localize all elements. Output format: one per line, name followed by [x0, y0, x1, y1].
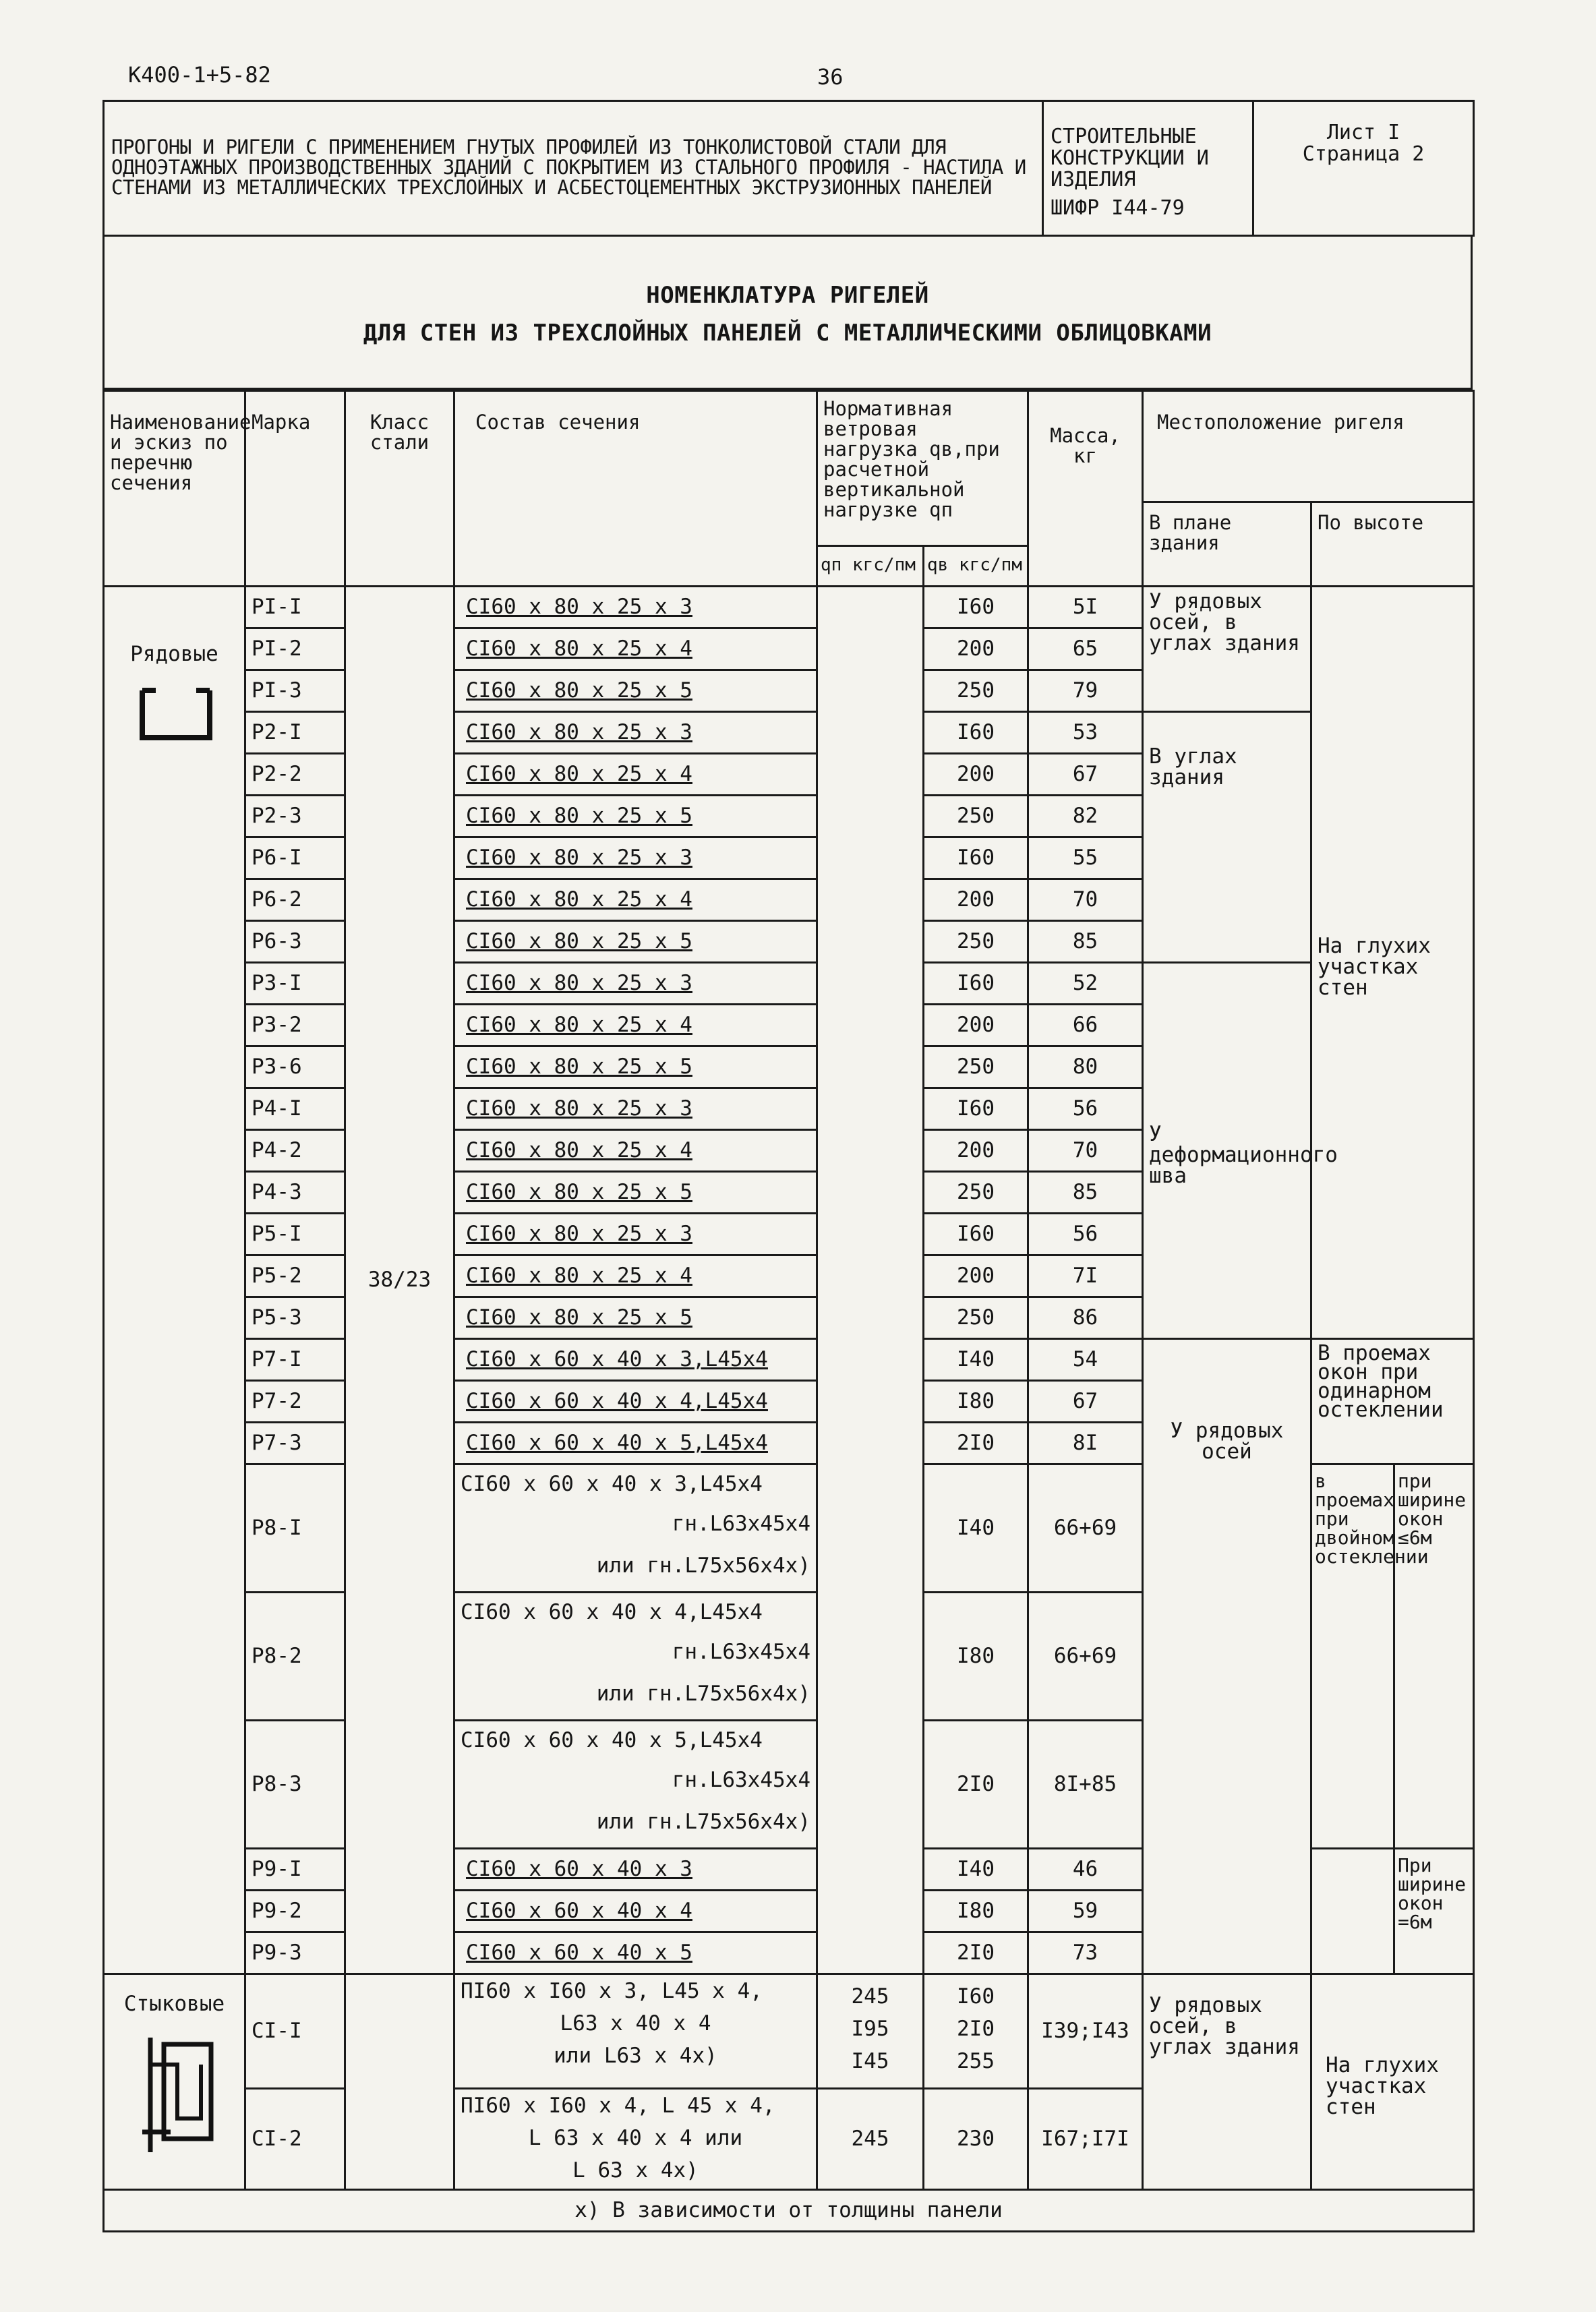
section-cell: CI60 x 80 x 25 x 3 [454, 837, 817, 879]
mass-cell: 73 [1028, 1932, 1143, 1974]
qv-cell: I80 [924, 1593, 1028, 1721]
steel-empty [345, 1974, 454, 2190]
plan-row-axes: У рядовых осей [1143, 1339, 1311, 1974]
qv-cell: I60 [924, 837, 1028, 879]
mark-cell: P6-2 [245, 879, 345, 921]
col-steel: Класс стали [345, 391, 454, 587]
mark-cell: P8-2 [245, 1593, 345, 1721]
mark-cell: P8-I [245, 1464, 345, 1593]
height-joint: На глухих участках стен [1311, 1974, 1474, 2190]
mass-cell: 54 [1028, 1339, 1143, 1381]
section-cell: CI60 x 80 x 25 x 5 [454, 1046, 817, 1088]
section-cell: CI60 x 80 x 25 x 5 [454, 921, 817, 963]
mark-cell: P3-I [245, 963, 345, 1005]
section-cell [454, 1593, 817, 1721]
section-cell: CI60 x 80 x 25 x 3 [454, 1088, 817, 1130]
nomenclature-table [102, 390, 1475, 2232]
qv-cell: I40 [924, 1849, 1028, 1891]
channel-section-icon [136, 684, 239, 744]
mark-cell: P6-3 [245, 921, 345, 963]
title-stamp [102, 100, 1475, 237]
qv-cell [924, 1974, 1028, 2089]
section-line: L63 x 40 x 4 [560, 2011, 711, 2036]
col-location: Местоположение ригеля [1143, 391, 1474, 502]
col-height: По высоте [1311, 502, 1474, 587]
height-empty [1311, 1849, 1394, 1974]
mass-cell: 8I+85 [1028, 1721, 1143, 1849]
qp-cell: 245 [817, 2089, 924, 2190]
section-line: гн.L63x45x4 [672, 1768, 810, 1792]
table-title-line1: НОМЕНКЛАТУРА РИГЕЛЕЙ [646, 282, 929, 309]
mark-cell: PI-2 [245, 628, 345, 670]
mass-cell: 85 [1028, 1172, 1143, 1214]
mark-cell: P5-2 [245, 1255, 345, 1297]
qp-cell-value: 245 [851, 1984, 889, 2009]
mark-cell: P8-3 [245, 1721, 345, 1849]
height-double-glazing: в проемах при двойном остеклении [1311, 1464, 1394, 1849]
stamp-description: ПРОГОНЫ И РИГЕЛИ С ПРИМЕНЕНИЕМ ГНУТЫХ ПРОФИЛЕЙ ИЗ ТОНКОЛИСТОВОЙ СТАЛИ ДЛЯ ОДНОЭТАЖНЫХ ПРОИЗВОДСТВЕННЫХ ЗДАНИЙ С ПОКРЫТИЕМ ИЗ СТАЛЬНОГО ПРОФИЛЯ - НАСТИЛА И СТЕНАМИ ИЗ МЕТАЛЛИЧЕСКИХ ТРЕХСЛОЙНЫХ И АСБЕСТОЦЕМЕНТНЫХ ЭКСТРУЗИОННЫХ ПАНЕЛЕЙ [104, 101, 1043, 236]
section-cell: CI60 x 80 x 25 x 5 [454, 670, 817, 712]
mass-cell: 80 [1028, 1046, 1143, 1088]
table-title-line2: ДЛЯ СТЕН ИЗ ТРЕХСЛОЙНЫХ ПАНЕЛЕЙ С МЕТАЛЛИЧЕСКИМИ ОБЛИЦОВКАМИ [363, 320, 1212, 347]
section-line: или L63 x 4x) [554, 2044, 717, 2068]
document-code: К400-1+5-82 [128, 62, 271, 88]
qv-cell: 200 [924, 879, 1028, 921]
mass-cell: 66 [1028, 1005, 1143, 1046]
mass-cell: 70 [1028, 879, 1143, 921]
stamp-sheet-cell [1253, 101, 1474, 236]
section-cell: CI60 x 80 x 25 x 3 [454, 963, 817, 1005]
section-cell: CI60 x 60 x 40 x 4,L45x4 [454, 1381, 817, 1423]
section-cell: CI60 x 80 x 25 x 3 [454, 587, 817, 628]
mass-cell: I39;I43 [1028, 1974, 1143, 2089]
section-line: L 63 x 40 x 4 или [528, 2126, 743, 2150]
qv-cell: 200 [924, 754, 1028, 796]
section-line: гн.L63x45x4 [672, 1640, 810, 1664]
qv-cell: 200 [924, 1005, 1028, 1046]
mass-cell: 5I [1028, 587, 1143, 628]
qv-cell: 200 [924, 1255, 1028, 1297]
qv-cell-value: 2I0 [957, 2017, 995, 2041]
mark-cell: P5-I [245, 1214, 345, 1255]
qv-cell: I80 [924, 1891, 1028, 1932]
section-cell: CI60 x 60 x 40 x 3,L45x4 [454, 1339, 817, 1381]
section-cell: CI60 x 60 x 40 x 4 [454, 1891, 817, 1932]
section-cell: CI60 x 80 x 25 x 4 [454, 628, 817, 670]
col-mass: Масса, кг [1028, 391, 1143, 587]
mass-cell: 56 [1028, 1088, 1143, 1130]
mark-cell: P9-2 [245, 1891, 345, 1932]
col-plan: В плане здания [1143, 502, 1311, 587]
section-cell: CI60 x 60 x 40 x 5 [454, 1932, 817, 1974]
mass-cell: 66+69 [1028, 1593, 1143, 1721]
mark-cell: CI-I [245, 1974, 345, 2089]
mass-cell: 65 [1028, 628, 1143, 670]
mass-cell: 67 [1028, 754, 1143, 796]
mass-cell: 79 [1028, 670, 1143, 712]
qv-cell: 200 [924, 1130, 1028, 1172]
group-joint-label: Стыковые [123, 1992, 225, 2016]
col-section: Состав сечения [454, 391, 817, 587]
page-number: 36 [817, 64, 844, 90]
mark-cell: P9-I [245, 1849, 345, 1891]
qv-cell-value: I60 [957, 1984, 995, 2009]
qp-empty [817, 587, 924, 1974]
mass-cell: 7I [1028, 1255, 1143, 1297]
mass-cell: 56 [1028, 1214, 1143, 1255]
qv-cell: 250 [924, 921, 1028, 963]
mark-cell: PI-3 [245, 670, 345, 712]
group-joint [104, 1974, 245, 2190]
mark-cell: P5-3 [245, 1297, 345, 1339]
stamp-sheet: Лист I [1326, 121, 1400, 144]
section-cell: CI60 x 80 x 25 x 4 [454, 1130, 817, 1172]
mass-cell: 55 [1028, 837, 1143, 879]
height-single-glazing: В проемах окон при одинарном остеклении [1311, 1339, 1474, 1464]
qv-cell: I60 [924, 587, 1028, 628]
title-box [102, 235, 1473, 390]
section-cell [454, 1974, 817, 2089]
mass-cell: 67 [1028, 1381, 1143, 1423]
section-cell [454, 2089, 817, 2190]
section-cell: CI60 x 80 x 25 x 3 [454, 712, 817, 754]
qv-cell: 250 [924, 1297, 1028, 1339]
qv-cell: I60 [924, 712, 1028, 754]
mass-cell: 46 [1028, 1849, 1143, 1891]
mark-cell: P4-I [245, 1088, 345, 1130]
section-line: или гн.L75x56x4x) [596, 1810, 810, 1834]
qv-cell: 2I0 [924, 1932, 1028, 1974]
mark-cell: P3-2 [245, 1005, 345, 1046]
stamp-cipher: ШИФР I44-79 [1051, 196, 1185, 220]
qv-cell: I60 [924, 1214, 1028, 1255]
col-name: Наименование и эскиз по перечню сечения [104, 391, 245, 587]
qv-cell: I40 [924, 1339, 1028, 1381]
qv-cell: 250 [924, 796, 1028, 837]
mark-cell: P9-3 [245, 1932, 345, 1974]
mark-cell: P3-6 [245, 1046, 345, 1088]
group-row [104, 587, 245, 1974]
section-cell: CI60 x 60 x 40 x 3 [454, 1849, 817, 1891]
qv-cell: I60 [924, 1088, 1028, 1130]
qv-cell: 250 [924, 1046, 1028, 1088]
qv-cell: 200 [924, 628, 1028, 670]
section-line: CI60 x 60 x 40 x 5,L45x4 [461, 1728, 763, 1752]
group-row-label: Рядовые [130, 642, 218, 666]
section-cell: CI60 x 80 x 25 x 5 [454, 1297, 817, 1339]
section-cell: CI60 x 80 x 25 x 4 [454, 879, 817, 921]
section-cell: CI60 x 80 x 25 x 4 [454, 1005, 817, 1046]
col-load: Нормативная ветровая нагрузка qв,при расчетной вертикальной нагрузке qп [817, 391, 1028, 546]
mass-cell: 85 [1028, 921, 1143, 963]
stamp-page: Страница 2 [1302, 142, 1425, 166]
qp-cell [817, 1974, 924, 2089]
qv-cell: 250 [924, 1172, 1028, 1214]
mark-cell: P6-I [245, 837, 345, 879]
section-cell [454, 1464, 817, 1593]
footnote: x) В зависимости от толщины панели [104, 2190, 1474, 2232]
mark-cell: P7-I [245, 1339, 345, 1381]
height-width-eq6: При ширине окон =6м [1394, 1849, 1474, 1974]
mass-cell: 86 [1028, 1297, 1143, 1339]
qp-cell-value: I45 [851, 2049, 889, 2073]
qv-cell: 2I0 [924, 1721, 1028, 1849]
section-cell: CI60 x 80 x 25 x 4 [454, 754, 817, 796]
qv-cell: I60 [924, 963, 1028, 1005]
mass-cell: 53 [1028, 712, 1143, 754]
mark-cell: PI-I [245, 587, 345, 628]
box-section-icon [137, 2031, 239, 2159]
qv-cell: I40 [924, 1464, 1028, 1593]
col-qp: qп кгс/пм [817, 546, 924, 587]
qv-cell: I80 [924, 1381, 1028, 1423]
section-cell: CI60 x 80 x 25 x 5 [454, 796, 817, 837]
mark-cell: P2-2 [245, 754, 345, 796]
col-mark: Марка [245, 391, 345, 587]
plan-row-axes-corners: У рядовых осей, в углах здания [1143, 587, 1311, 712]
mass-cell: 70 [1028, 1130, 1143, 1172]
mark-cell: P2-3 [245, 796, 345, 837]
section-cell: CI60 x 60 x 40 x 5,L45x4 [454, 1423, 817, 1464]
qv-cell-value: 255 [957, 2049, 995, 2073]
mass-cell: 82 [1028, 796, 1143, 837]
mark-cell: P7-3 [245, 1423, 345, 1464]
steel-class: 38/23 [345, 587, 454, 1974]
mass-cell: 52 [1028, 963, 1143, 1005]
section-line: CI60 x 60 x 40 x 4,L45x4 [461, 1600, 763, 1624]
qp-cell-value: I95 [851, 2017, 889, 2041]
height-width-lt6: при ширине окон ≤6м [1394, 1464, 1474, 1849]
section-line: ПI60 x I60 x 3, L45 x 4, [461, 1979, 763, 2003]
mark-cell: CI-2 [245, 2089, 345, 2190]
stamp-category: СТРОИТЕЛЬНЫЕ КОНСТРУКЦИИ И ИЗДЕЛИЯ [1051, 125, 1209, 191]
mark-cell: P4-3 [245, 1172, 345, 1214]
col-qv: qв кгс/пм [924, 546, 1028, 587]
section-line: или гн.L75x56x4x) [596, 1553, 810, 1578]
section-cell [454, 1721, 817, 1849]
section-cell: CI60 x 80 x 25 x 4 [454, 1255, 817, 1297]
section-line: или гн.L75x56x4x) [596, 1682, 810, 1706]
plan-joint: У рядовых осей, в углах здания [1143, 1974, 1311, 2190]
mass-cell: 66+69 [1028, 1464, 1143, 1593]
section-line: L 63 x 4x) [572, 2158, 699, 2183]
plan-expansion: У деформационного шва [1143, 963, 1311, 1339]
mark-cell: P2-I [245, 712, 345, 754]
section-cell: CI60 x 80 x 25 x 5 [454, 1172, 817, 1214]
qv-cell: 250 [924, 670, 1028, 712]
qv-cell: 230 [924, 2089, 1028, 2190]
qv-cell: 2I0 [924, 1423, 1028, 1464]
section-cell: CI60 x 80 x 25 x 3 [454, 1214, 817, 1255]
stamp-category-cell [1043, 101, 1253, 236]
height-blind: На глухих участках стен [1311, 587, 1474, 1339]
mass-cell: 8I [1028, 1423, 1143, 1464]
mass-cell: 59 [1028, 1891, 1143, 1932]
mark-cell: P4-2 [245, 1130, 345, 1172]
mark-cell: P7-2 [245, 1381, 345, 1423]
plan-corners: В углах здания [1143, 712, 1311, 963]
section-line: CI60 x 60 x 40 x 3,L45x4 [461, 1472, 763, 1496]
section-line: гн.L63x45x4 [672, 1512, 810, 1536]
mass-cell: I67;I7I [1028, 2089, 1143, 2190]
section-line: ПI60 x I60 x 4, L 45 x 4, [461, 2094, 775, 2118]
